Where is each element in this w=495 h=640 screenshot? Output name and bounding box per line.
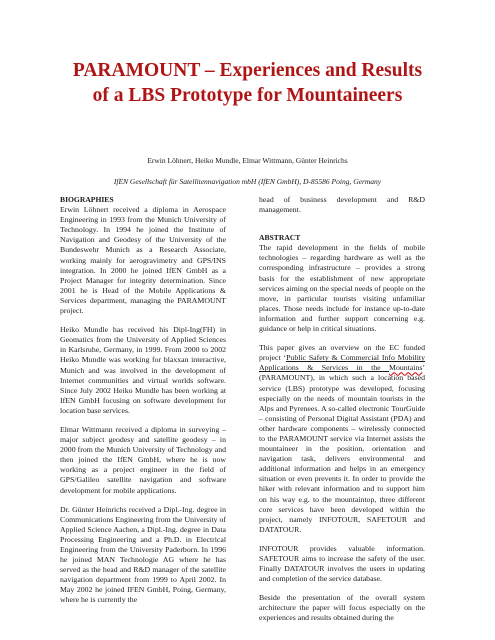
project-name-underlined: Public Safety & Commercial Info Mobility Applications & Services in the [259, 353, 425, 373]
title-line-1: PARAMOUNT – Experiences and Results [72, 60, 423, 81]
biographies-heading: BIOGRAPHIES [60, 195, 114, 204]
right-column [259, 195, 425, 633]
paper-title [0, 58, 495, 108]
abstract-paragraph-3: INFOTOUR provides valuable information. SAFETOUR aims to increase the safety of the user. Finally DATATOUR involves the users in updating and completion of the service database. [259, 543, 425, 584]
title-line-2: of a LBS Prototype for Mountaineers [92, 85, 403, 106]
abstract-p2-body: ’ (PARAMOUNT), in which such a location based service (LBS) prototype was developed, focusing especially on the needs of mountain tourists in the Alps and Pyrenees. A so-called electronic TourGuide – consisting of Personal Digital Assistant (PDA) and other hardware components – wirelessly connected to the PARAMOUNT service via Internet assists the mountaineer in the position, orientation and navigation task, delivers environmental and additional information and helps in an emergency situation or even prevents it. In order to provide the hiker with relevant information and to support him on his way e.g. to the mountaintop, three different core services have been developed within the project, namely INFOTOUR, SAFETOUR and DATATOUR. [259, 363, 425, 534]
left-column [60, 195, 226, 615]
bio-mundle: Heiko Mundle has received his Dipl-Ing(FH) in Geomatics from the University of Applied Sciences in Karlsruhe, Germany, in 1999. From 2000 to 2002 Heiko Mundle was working for blaxxan interactive, Munich and was involved in the development of Internet communities and virtual worlds software. Since July 2002 Heiko Mundle has been working at IfEN GmbH focusing on software development for location base services. [60, 325, 226, 415]
mountains-word: Mountains [389, 363, 423, 373]
affiliation: IfEN Gesellschaft für Satellitennavigation mbH (IfEN GmbH), D-85586 Poing, Germany [113, 177, 382, 186]
bio-wittmann: Elmar Wittmann received a diploma in surveying – major subject geodesy and satellite geodesy – in 2000 from the Munich University of Technology and then joined the IfEN GmbH, where he is now working as a project engineer in the field of GPS/Galileo satellite navigation and software development for mobile applications. [60, 424, 226, 495]
abstract-heading: ABSTRACT [259, 233, 301, 243]
abstract-paragraph-4: Beside the presentation of the overall system architecture the paper will focus especially on the experiences and results obtained during the [259, 593, 425, 623]
author-list: Erwin Löhnert, Heiko Mundle, Elmar Wittmann, Günter Heinrichs [147, 156, 348, 165]
bio-continuation: head of business development and R&D management. [259, 195, 425, 215]
abstract-p2-intro: This paper gives an overview on the EC funded project ‘ [259, 343, 425, 363]
bio-heinrichs: Dr. Günter Heinrichs received a Dipl.-Ing. degree in Communications Engineering from the University of Applied Science Aachen, a Dipl.-Ing. degree in Data Processing Engineering and a Ph.D. in Electrical Engineering from the University Paderborn. In 1996 he joined MAN Technologie AG where he has served as the head and R&D manager of the satellite navigation department from 1999 to April 2002. In May 2002 he joined IFEN GmbH, Poing, Germany, where he is currently the [60, 504, 226, 605]
abstract-paragraph-2 [259, 343, 425, 535]
bio-loehnert: Erwin Löhnert received a diploma in Aerospace Engineering in 1993 from the Munich University of Technology. In 1994 he joined the Institute of Navigation and Geodesy of the University of the Bundeswehr Munich as a Research Associate, working mainly for aerogravimetry and GPS/INS integration. In 2000 he joined IfEN GmbH as a Project Manager for integrity determination. Since 2001 he is Head of the Mobile Applications & Services department, managing the PARAMOUNT project. [60, 205, 226, 316]
abstract-paragraph-1: The rapid development in the fields of mobile technologies – regarding hardware as well as the corresponding infrastructure – provides a strong basis for the establishment of new appropriate services aiming on the special needs of people on the move, in particular tourists visiting unfamiliar places. Those needs include for instance up-to-date information and further support concerning e.g. guidance or help in critical situations. [259, 243, 425, 334]
